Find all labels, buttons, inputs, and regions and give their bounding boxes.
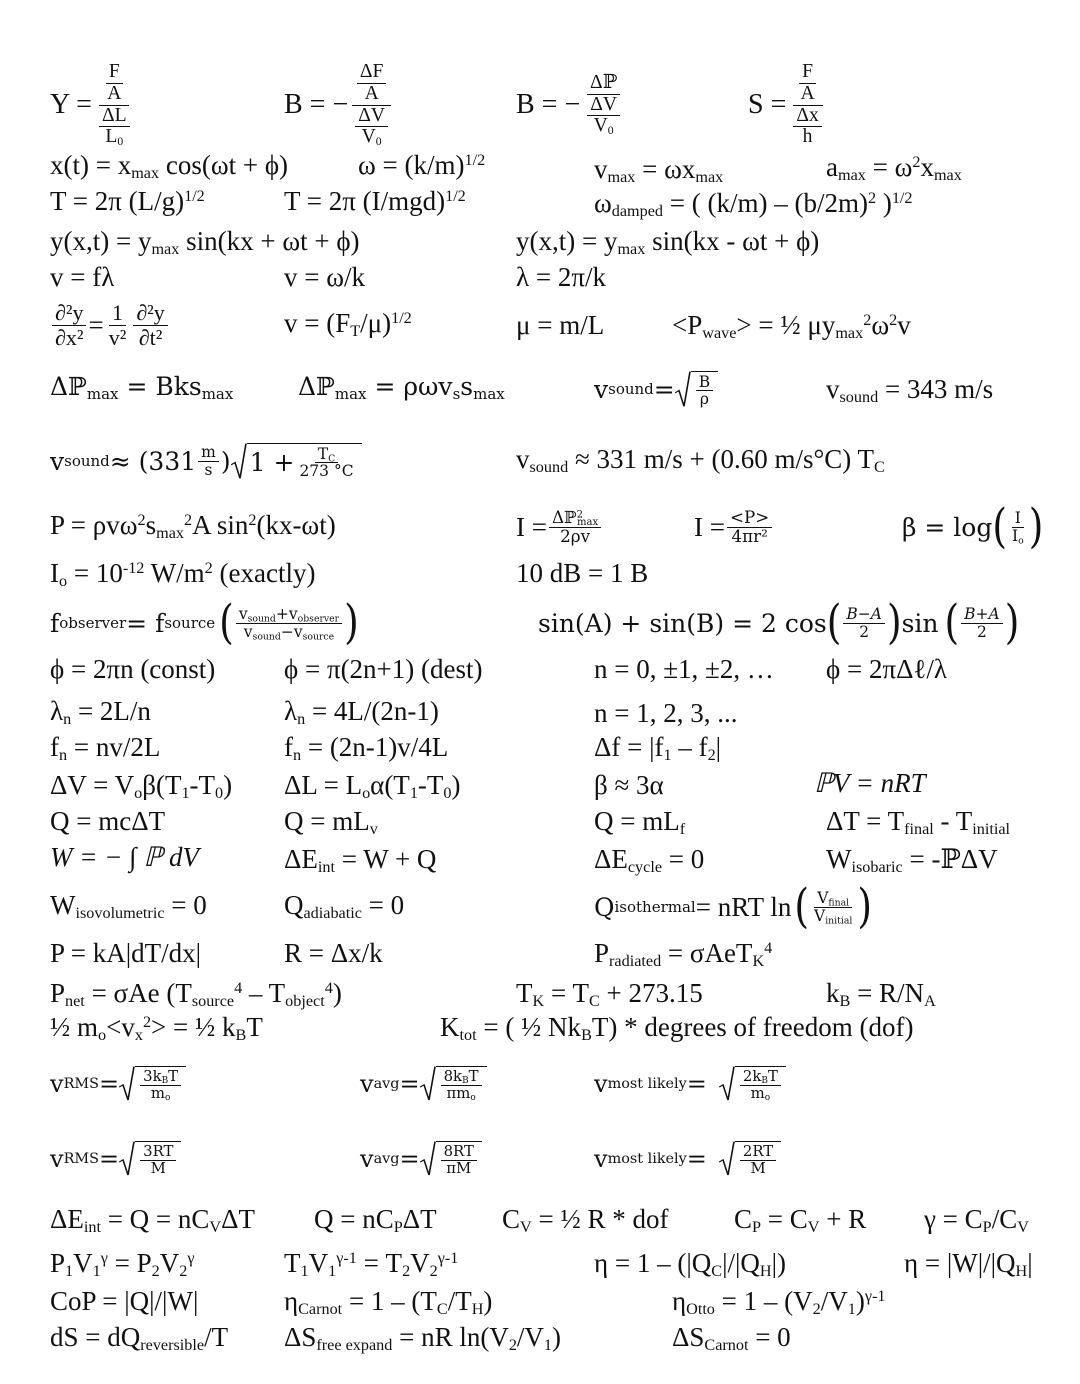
cp-cv-eq: $C_P = C_V + R$ (734, 1204, 867, 1237)
open-pipe-frequency-eq: $f_n = nv/2L$ (50, 732, 161, 765)
sqrt-symbol: $\frac{B}{\rho}$ (675, 371, 718, 408)
gamma-eq: $\gamma = C_P/C_V$ (924, 1204, 1029, 1237)
stress-strain-frac: $\frac{\frac{F}{A}}{\frac{\Delta L}{L_0}}$ (94, 62, 135, 147)
sound-speed-approx-eq: $v_{sound} \approx 331$ m/s + (0.60 m/s°C) $T_C$ (516, 444, 885, 477)
otto-efficiency-eq: $\eta_{Otto} = 1 - (V_2/V_1)^{\gamma-1}$ (672, 1286, 886, 1319)
sound-power-eq: $P = \rho v\omega^2s_{max}^2A$ $\sin^2(kx-\omega t)$ (50, 510, 336, 543)
doppler-eq: f observer = f source ( $\frac{v_{sound}+v_{observer}}{v_{sound}-v_{source}}$ ) (50, 594, 359, 650)
harmonic-n-eq: n = 1, 2, 3, ... (594, 698, 738, 728)
pendulum-period-eq: T = 2π $(L/g)^{1/2}$ (50, 186, 205, 216)
string-speed-eq: $v = (F_T/\mu)^{1/2}$ (284, 308, 412, 341)
vavg-r-eq: v avg = $\frac{8RT}{\pi M}$ (360, 1126, 482, 1192)
heat-cp-eq: $Q = nC_P\Delta T$ (314, 1204, 437, 1237)
temperature-change-eq: $\Delta T = T_{final} - T_{initial}$ (826, 806, 1011, 839)
latent-vapor-eq: $Q = mL_v$ (284, 806, 378, 839)
first-law-eq: $\Delta E_{int} = W + Q$ (284, 844, 437, 877)
wave-right-eq: $y(x,t) = y_{max}$ sin(kx - ωt + ϕ) (516, 226, 820, 259)
thermal-resistance-eq: R = Δx/k (284, 938, 383, 968)
net-radiation-eq: $P_{net} = \sigma Ae$ $(T_{source}^4 - T_{object}^4)$ (50, 978, 342, 1011)
pressure-amplitude-rho-eq: Δℙ$_{max}$ = $\rho\omega v_ss_{max}$ (298, 372, 505, 403)
entropy-eq: dS = $dQ_{reversible}/T$ (50, 1322, 229, 1355)
sqrt-symbol: $\frac{3k_BT}{m_o}$ (119, 1066, 186, 1101)
internal-energy-eq: $\Delta E_{int} = Q = nC_V\Delta T$ (50, 1204, 255, 1237)
vmost-likely-r-eq: v most likely = $\frac{2RT}{M}$ (594, 1126, 781, 1192)
wavelength-eq: λ = 2π/k (516, 262, 606, 292)
cv-dof-eq: $C_V$ = ½ R * dof (502, 1204, 669, 1237)
vrms-kb-eq: v RMS = $\frac{3k_BT}{m_o}$ (50, 1050, 186, 1118)
vrms-r-eq: v RMS = $\frac{3RT}{M}$ (50, 1126, 181, 1192)
amax-eq: $a_{max} = \omega^2x_{max}$ (826, 152, 962, 185)
sqrt-symbol: $\frac{2RT}{M}$ (719, 1141, 781, 1176)
linear-density-eq: μ = m/L (516, 310, 605, 340)
bulk-modulus-pressure-eq: B = − $\frac{\text{Δℙ}}{\frac{\Delta V}{V_0}}$ (516, 62, 627, 148)
radiated-power-eq: $P_{radiated} = \sigma AeT_K^4$ (594, 938, 773, 971)
boltzmann-eq: $k_B = R/N_A$ (826, 978, 936, 1011)
angular-frequency-eq: $\omega = (k/m)^{1/2}$ (358, 150, 486, 180)
open-pipe-wavelength-eq: $\lambda_n = 2L/n$ (50, 696, 151, 729)
total-kinetic-eq: $K_{tot}$ = ( ½ $Nk_BT$) * degrees of freedom (dof) (440, 1012, 914, 1045)
bulk-modulus-eq: B = − $\frac{\frac{\Delta F}{A}}{\frac{\Delta V}{V_0}}$ (284, 62, 395, 148)
latent-fusion-eq: $Q = mL_f$ (594, 806, 686, 839)
closed-pipe-wavelength-eq: $\lambda_n = 4L/(2n-1)$ (284, 696, 439, 729)
closed-pipe-frequency-eq: $f_n = (2n-1)v/4L$ (284, 732, 449, 765)
kinetic-energy-eq: ½ $m_o<v_x^2>$ = ½ $k_BT$ (50, 1012, 263, 1045)
adiabatic-tv-eq: $T_1V_1^{\gamma-1} = T_2V_2^{\gamma-1}$ (284, 1248, 459, 1281)
beta-alpha-eq: β ≈ 3α (594, 770, 664, 800)
decibel-bel-eq: 10 dB = 1 B (516, 558, 649, 588)
intensity-pressure-eq: I = $\frac{\Delta ℙ^2_{max}}{2\rho v}$ (516, 500, 603, 554)
shm-position-eq: $x(t) = x_{max}$ cos(ωt + ϕ) (50, 150, 289, 183)
sqrt-symbol: $\frac{2k_BT}{m_o}$ (719, 1066, 786, 1101)
kelvin-conversion-eq: $T_K = T_C + 273.15$ (516, 978, 703, 1011)
ideal-gas-eq: ℙV = nRT (814, 768, 926, 798)
free-expansion-entropy-eq: $\Delta S_{free expand}$ = nR $\ln(V_2/V_1)$ (284, 1322, 562, 1355)
sqrt-symbol: $\frac{8RT}{\pi M}$ (420, 1141, 482, 1176)
sound-speed-temp-eq: v sound ≈ (331 $\frac{m}{s}$ ) 1 + $\frac{T_C}{273 ^\circ C}$ (50, 426, 362, 496)
efficiency-heat-eq: $\eta = 1 - (|Q_C|/|Q_H|)$ (594, 1248, 786, 1281)
intensity-distance-eq: I = $\frac{<P>}{\text{4πr²}}$ (694, 500, 774, 554)
work-integral-eq: W = − ∫ ℙ dV (50, 842, 200, 872)
sum-to-product-eq: sin(A) + sin(B) = 2 cos ( $\frac{B-A}{2}$ ) sin ( $\frac{B+A}{2}$ ) (538, 594, 1020, 650)
isobaric-work-eq: $W_{isobaric}$ = -ℙΔV (826, 844, 998, 877)
shear-modulus-eq: S = $\frac{\frac{F}{A}}{\frac{\Delta x}{h}}$ (748, 62, 829, 148)
physical-pendulum-eq: T = 2π $(I/mgd)^{1/2}$ (284, 186, 466, 216)
heat-capacity-eq: Q = mcΔT (50, 806, 166, 836)
carnot-efficiency-eq: $\eta_{Carnot} = 1 - (T_C/T_H)$ (284, 1286, 493, 1319)
linear-expansion-eq: $\Delta L = L_o\alpha(T_1-T_0)$ (284, 770, 461, 803)
destructive-phase-eq: ϕ = π(2n+1) (dest) (284, 654, 483, 684)
adiabatic-heat-eq: $Q_{adiabatic} = 0$ (284, 890, 405, 923)
vmost-likely-kb-eq: v most likely = $\frac{2k_BT}{m_o}$ (594, 1050, 786, 1118)
constructive-phase-eq: ϕ = 2πn (const) (50, 654, 216, 684)
decibel-eq: β = log ( $\frac{I}{I_o}$ ) (902, 498, 1044, 554)
phase-path-eq: ϕ = 2πΔℓ/λ (826, 654, 947, 684)
sqrt-symbol: $\frac{8k_BT}{\pi m_o}$ (420, 1066, 487, 1101)
wave-speed-eq: v = fλ (50, 262, 115, 292)
vmax-eq: $v_{max} = \omega x_{max}$ (594, 154, 724, 187)
wave-equation: $\frac{\text{∂²y}}{\text{∂x²}}$ = $\frac{1}{\text{v²}}$ $\frac{\text{∂²y}}{\text{∂t²}}$ (50, 296, 170, 354)
volume-expansion-eq: $\Delta V = V_o\beta(T_1-T_0)$ (50, 770, 233, 803)
youngs-modulus-eq: Y = $\frac{\frac{F}{A}}{\frac{\Delta L}{L_0}}$ (50, 62, 137, 148)
isothermal-heat-eq: Q isothermal = nRT ln ( $\frac{V_{final}}{V_{initial}}$ ) (594, 878, 873, 934)
wave-power-eq: $<P_{wave}>$ = ½ $\mu y_{max}^2\omega^2v$ (672, 310, 911, 343)
wave-left-eq: $y(x,t) = y_{max}$ sin(kx + ωt + ϕ) (50, 226, 360, 259)
cycle-energy-eq: $\Delta E_{cycle} = 0$ (594, 844, 705, 877)
sqrt-symbol: 1 + $\frac{T_C}{273 ^\circ C}$ (231, 443, 362, 480)
isovolumetric-work-eq: $W_{isovolumetric} = 0$ (50, 890, 207, 923)
sound-speed-bulk-eq: v sound = $\frac{B}{\rho}$ (594, 356, 718, 422)
coefficient-performance-eq: CoP = |Q|/|W| (50, 1286, 199, 1316)
integer-n-eq: n = 0, ±1, ±2, … (594, 654, 774, 684)
wave-speed-omega-eq: v = ω/k (284, 262, 365, 292)
reference-intensity-eq: $I_o = 10^{-12}$ $W/m^2$ (exactly) (50, 558, 316, 591)
carnot-entropy-eq: $\Delta S_{Carnot} = 0$ (672, 1322, 791, 1355)
damped-frequency-eq: $\omega_{damped}$ = ( $(k/m) - (b/2m)^2$ )$^{1/2}$ (594, 188, 913, 221)
vavg-kb-eq: v avg = $\frac{8k_BT}{\pi m_o}$ (360, 1050, 487, 1118)
adiabatic-pv-eq: $P_1V_1^\gamma = P_2V_2^\gamma$ (50, 1248, 195, 1281)
conduction-eq: P = kA|dT/dx| (50, 938, 202, 968)
beat-frequency-eq: $\Delta f = |f_1 - f_2|$ (594, 732, 722, 765)
pressure-amplitude-eq: Δℙ$_{max}$ = Bks$_{max}$ (50, 372, 234, 403)
efficiency-work-eq: $\eta = |W|/|Q_H|$ (904, 1248, 1033, 1281)
sqrt-symbol: $\frac{3RT}{M}$ (119, 1141, 181, 1176)
sound-speed-value-eq: $v_{sound} = 343$ m/s (826, 374, 994, 407)
